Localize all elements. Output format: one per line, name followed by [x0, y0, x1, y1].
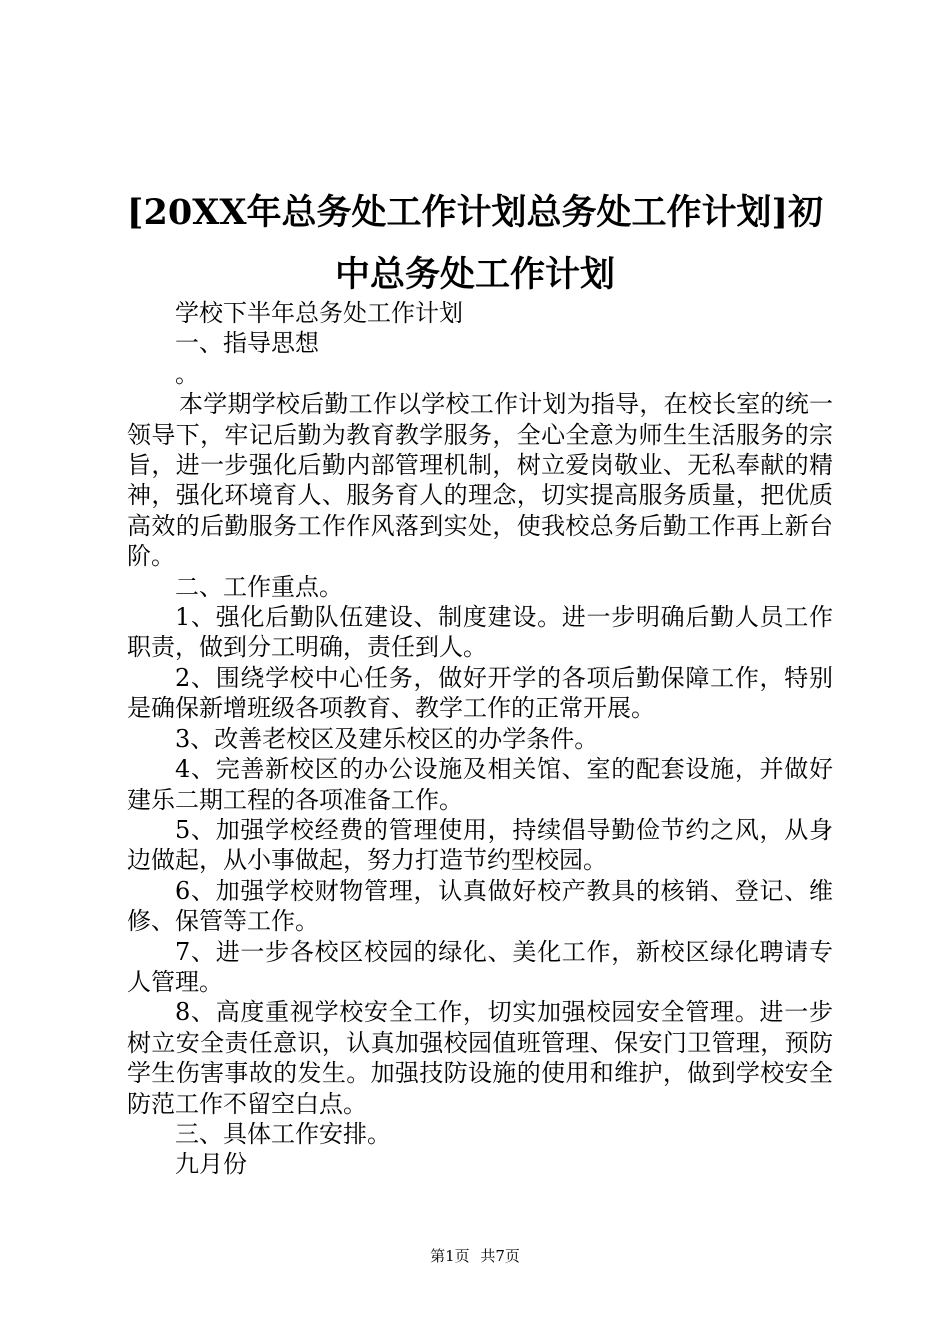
- paragraph-mark: 。: [175, 359, 199, 388]
- section-heading-3: 三、具体工作安排。: [175, 1119, 391, 1148]
- page-total: 共7页: [480, 1247, 520, 1265]
- page-footer: [0, 1246, 950, 1266]
- title-line-2: 中总务处工作计划: [334, 254, 615, 295]
- month-heading: 九月份: [175, 1150, 247, 1179]
- focus-item-6: 6、加强学校财物管理，认真做好校产教具的核销、登记、维修、保管等工作。: [127, 876, 833, 936]
- focus-item-4: 4、完善新校区的办公设施及相关馆、室的配套设施，并做好建乐二期工程的各项准备工作。: [127, 755, 833, 814]
- subtitle-paragraph: 学校下半年总务处工作计划: [175, 299, 463, 327]
- document-body: [127, 298, 833, 1180]
- focus-item-3: 3、改善老校区及建乐校区的办学条件。: [175, 724, 599, 753]
- focus-item-5: 5、加强学校经费的管理使用，持续倡导勤俭节约之风，从身边做起，从小事做起，努力打造节约型校园。: [127, 815, 833, 875]
- page-number: 第1页: [430, 1247, 470, 1265]
- section-heading-2: 二、工作重点。: [175, 572, 343, 601]
- focus-item-7: 7、进一步各校区校园的绿化、美化工作，新校区绿化聘请专人管理。: [127, 937, 833, 996]
- focus-item-8: 8、高度重视学校安全工作，切实加强校园安全管理。进一步树立安全责任意识，认真加强校园值班管理、保安门卫管理，预防学生伤害事故的发生。加强技防设施的使用和维护，做到学校安全防范工作不留空白点。: [127, 998, 833, 1118]
- section-heading-1: 一、指导思想: [175, 329, 319, 358]
- document-title: [100, 182, 850, 306]
- focus-item-2: 2、围绕学校中心任务，做好开学的各项后勤保障工作，特别是确保新增班级各项教育、教学工作的正常开展。: [127, 663, 833, 723]
- guiding-paragraph: 本学期学校后勤工作以学校工作计划为指导，在校长室的统一领导下，牢记后勤为教育教学服务，全心全意为师生生活服务的宗旨，进一步强化后勤内部管理机制，树立爱岗敬业、无私奉献的精神，强化环境育人、服务育人的理念，切实提高服务质量，把优质高效的后勤服务工作作风落到实处，使我校总务后勤工作再上新台阶。: [127, 390, 833, 571]
- focus-item-1: 1、强化后勤队伍建设、制度建设。进一步明确后勤人员工作职责，做到分工明确，责任到人。: [127, 603, 833, 662]
- title-line-1: [20XX年总务处工作计划总务处工作计划]初: [126, 192, 824, 233]
